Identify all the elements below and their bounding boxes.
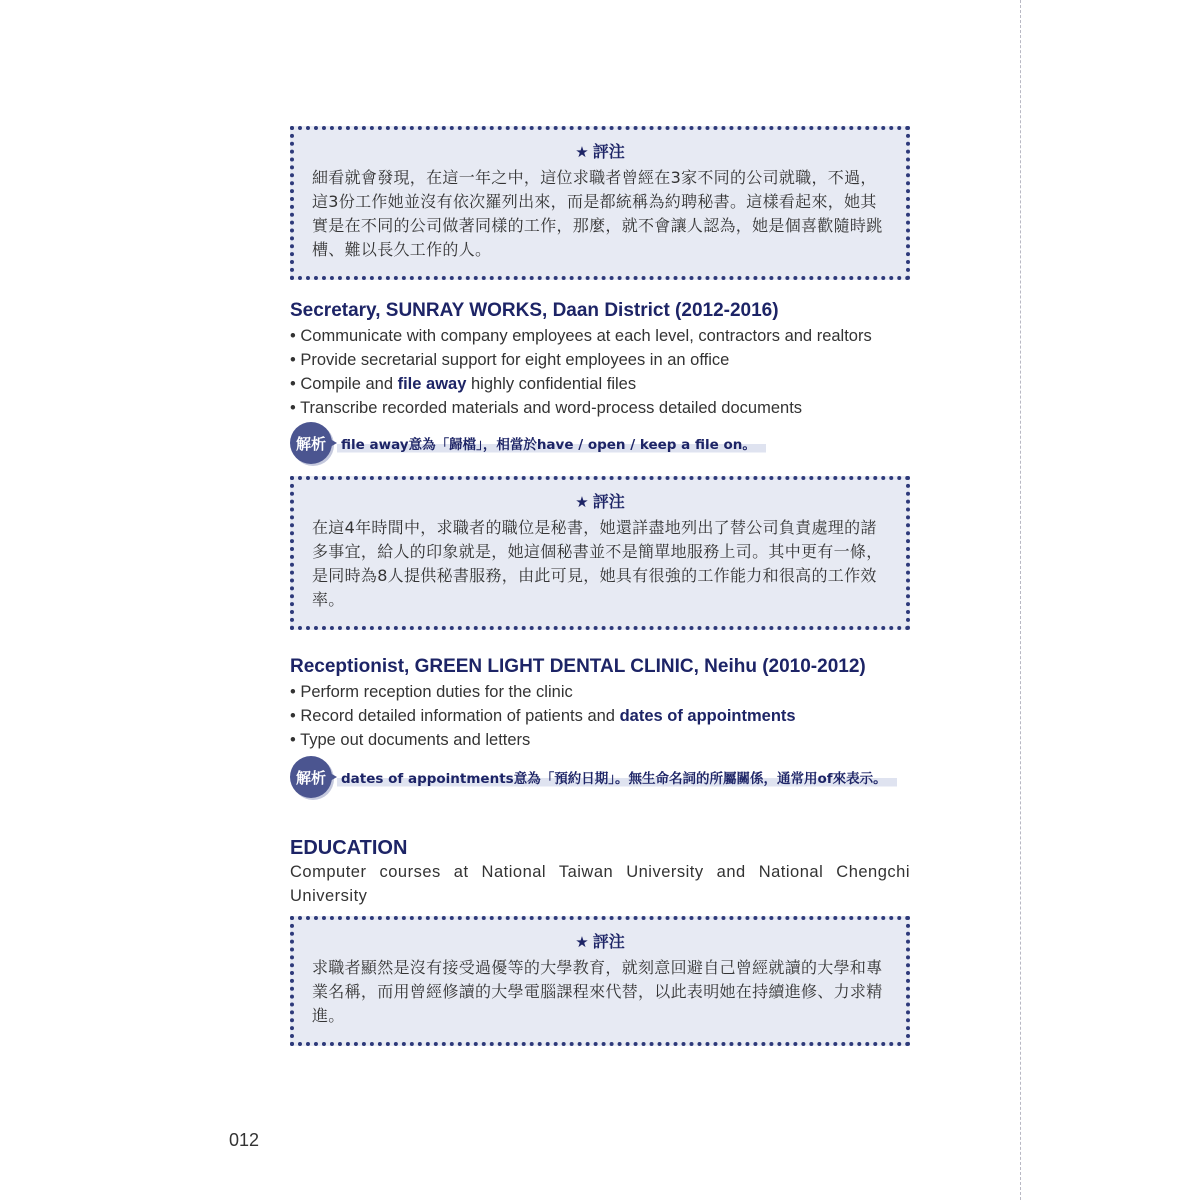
star-icon: ★	[575, 143, 589, 161]
highlighted-term: file away	[397, 375, 467, 393]
list-item	[290, 372, 930, 396]
list-item: • Transcribe recorded materials and word-process detailed documents	[290, 399, 803, 417]
list-item-text: • Record detailed information of patients and	[290, 707, 620, 725]
comment-title-text: 評注	[592, 142, 625, 161]
job-title-receptionist: Receptionist, GREEN LIGHT DENTAL CLINIC, Neihu (2010-2012)	[290, 656, 866, 677]
arrow-icon	[330, 773, 337, 781]
comment-box-3	[290, 916, 910, 1046]
list-item-text: • Compile and	[290, 375, 398, 393]
job-title-secretary: Secretary, SUNRAY WORKS, Daan District (2012-2016)	[290, 300, 779, 321]
analysis-text: file away意為「歸檔」，相當於have / open / keep a file on。	[337, 431, 766, 455]
analysis-note-1	[290, 425, 766, 461]
education-text: Computer courses at National Taiwan University and National Chengchi University	[290, 863, 910, 905]
page-number: 012	[229, 1130, 260, 1150]
comment-box-1	[290, 126, 910, 280]
page-edge-divider	[1020, 0, 1021, 1200]
analysis-badge: 解析	[290, 756, 332, 798]
list-item-text: highly confidential files	[466, 375, 637, 393]
list-item: • Communicate with company employees at each level, contractors and realtors	[290, 327, 872, 345]
comment-title	[312, 140, 888, 164]
comment-title-text: 評注	[592, 932, 625, 951]
comment-body: 求職者顯然是沒有接受過優等的大學教育，就刻意回避自己曾經就讀的大學和專業名稱，而用曾經修讀的大學電腦課程來代替，以此表明她在持續進修、力求精進。	[312, 958, 883, 1025]
comment-title	[312, 490, 888, 514]
highlighted-term: dates of appointments	[619, 707, 796, 725]
analysis-note-2	[290, 759, 897, 795]
list-item	[290, 704, 930, 728]
analysis-text: dates of appointments意為「預約日期」。無生命名詞的所屬關係，通常用of來表示。	[337, 765, 897, 789]
arrow-icon	[330, 439, 337, 447]
education-heading: EDUCATION	[290, 837, 408, 859]
comment-body: 細看就會發現，在這一年之中，這位求職者曾經在3家不同的公司就職，不過，這3份工作她並沒有依次羅列出來，而是都統稱為約聘秘書。這樣看起來，她其實是在不同的公司做著同樣的工作，那麼，就不會讓人認為，她是個喜歡隨時跳槽、難以長久工作的人。	[312, 168, 883, 259]
receptionist-duties-list	[290, 680, 930, 752]
comment-body: 在這4年時間中，求職者的職位是秘書，她還詳盡地列出了替公司負責處理的諸多事宜，給人的印象就是，她這個秘書並不是簡單地服務上司。其中更有一條，是同時為8人提供秘書服務，由此可見，她具有很強的工作能力和很高的工作效率。	[312, 518, 883, 609]
secretary-duties-list	[290, 324, 930, 420]
star-icon: ★	[575, 933, 589, 951]
list-item: • Type out documents and letters	[290, 731, 531, 749]
comment-box-2	[290, 476, 910, 630]
list-item: • Provide secretarial support for eight employees in an office	[290, 351, 730, 369]
comment-title	[312, 930, 888, 954]
list-item: • Perform reception duties for the clinic	[290, 683, 573, 701]
analysis-badge: 解析	[290, 422, 332, 464]
comment-title-text: 評注	[592, 492, 625, 511]
star-icon: ★	[575, 493, 589, 511]
